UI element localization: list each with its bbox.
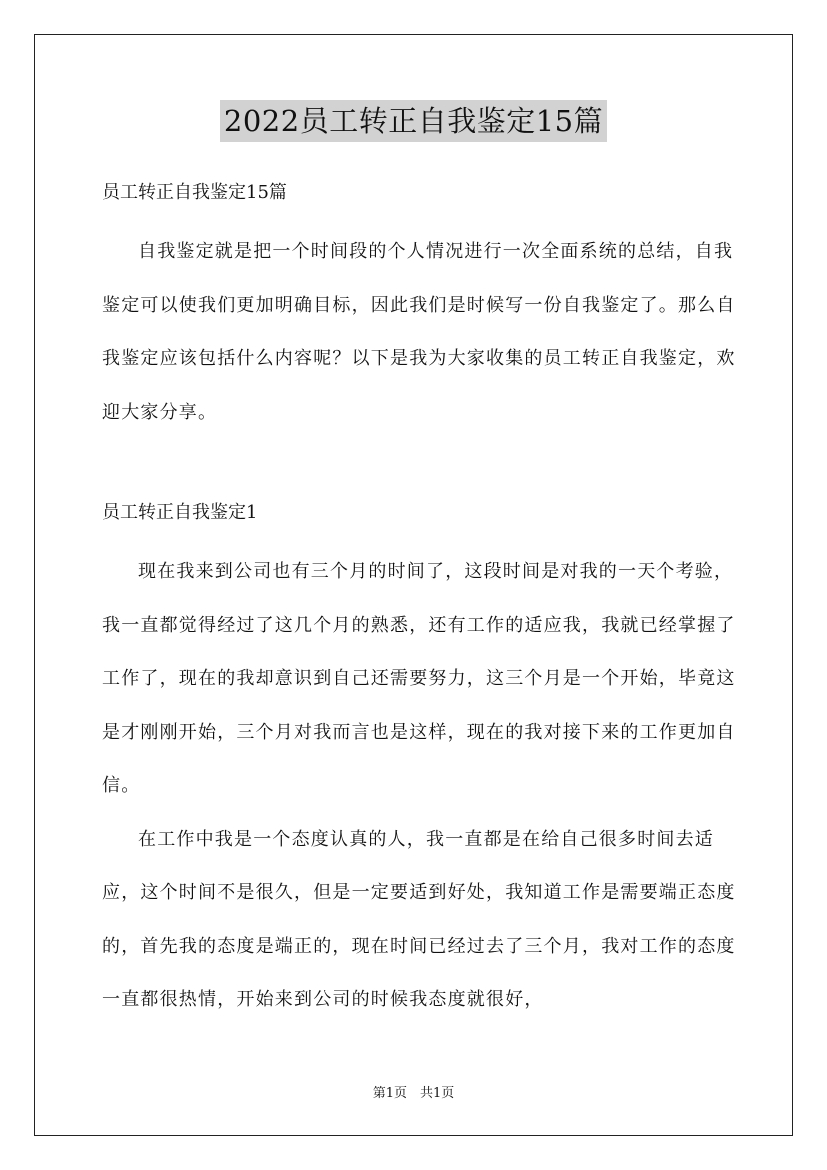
title-container (0, 100, 827, 142)
spacer (102, 439, 742, 491)
intro-paragraph: 自我鉴定就是把一个时间段的个人情况进行一次全面系统的总结，自我鉴定可以使我们更加明确目标，因此我们是时候写一份自我鉴定了。那么自我鉴定应该包括什么内容呢？以下是我为大家收集的员工转正自我鉴定，欢迎大家分享。 (102, 241, 736, 423)
body-paragraph-2: 在工作中我是一个态度认真的人，我一直都是在给自己很多时间去适应，这个时间不是很久，但是一定要适到好处，我知道工作是需要端正态度的，首先我的态度是端正的，现在时间已经过去了三个月，我对工作的态度一直都很热情，开始来到公司的时候我态度就很好， (102, 828, 736, 1010)
document-subtitle: 员工转正自我鉴定15篇 (102, 182, 287, 203)
section-heading: 员工转正自我鉴定1 (102, 502, 258, 523)
document-title: 2022员工转正自我鉴定15篇 (220, 100, 607, 142)
page-number-footer: 第1页 共1页 (372, 1086, 455, 1101)
spacer (102, 215, 742, 225)
body-paragraph-1: 现在我来到公司也有三个月的时间了，这段时间是对我的一天个考验，我一直都觉得经过了这几个月的熟悉，还有工作的适应我，我就已经掌握了工作了，现在的我却意识到自己还需要努力，这三个月是一个开始，毕竟这是才刚刚开始，三个月对我而言也是这样，现在的我对接下来的工作更加自信。 (102, 561, 736, 796)
spacer (102, 535, 742, 545)
document-body (102, 171, 742, 1027)
